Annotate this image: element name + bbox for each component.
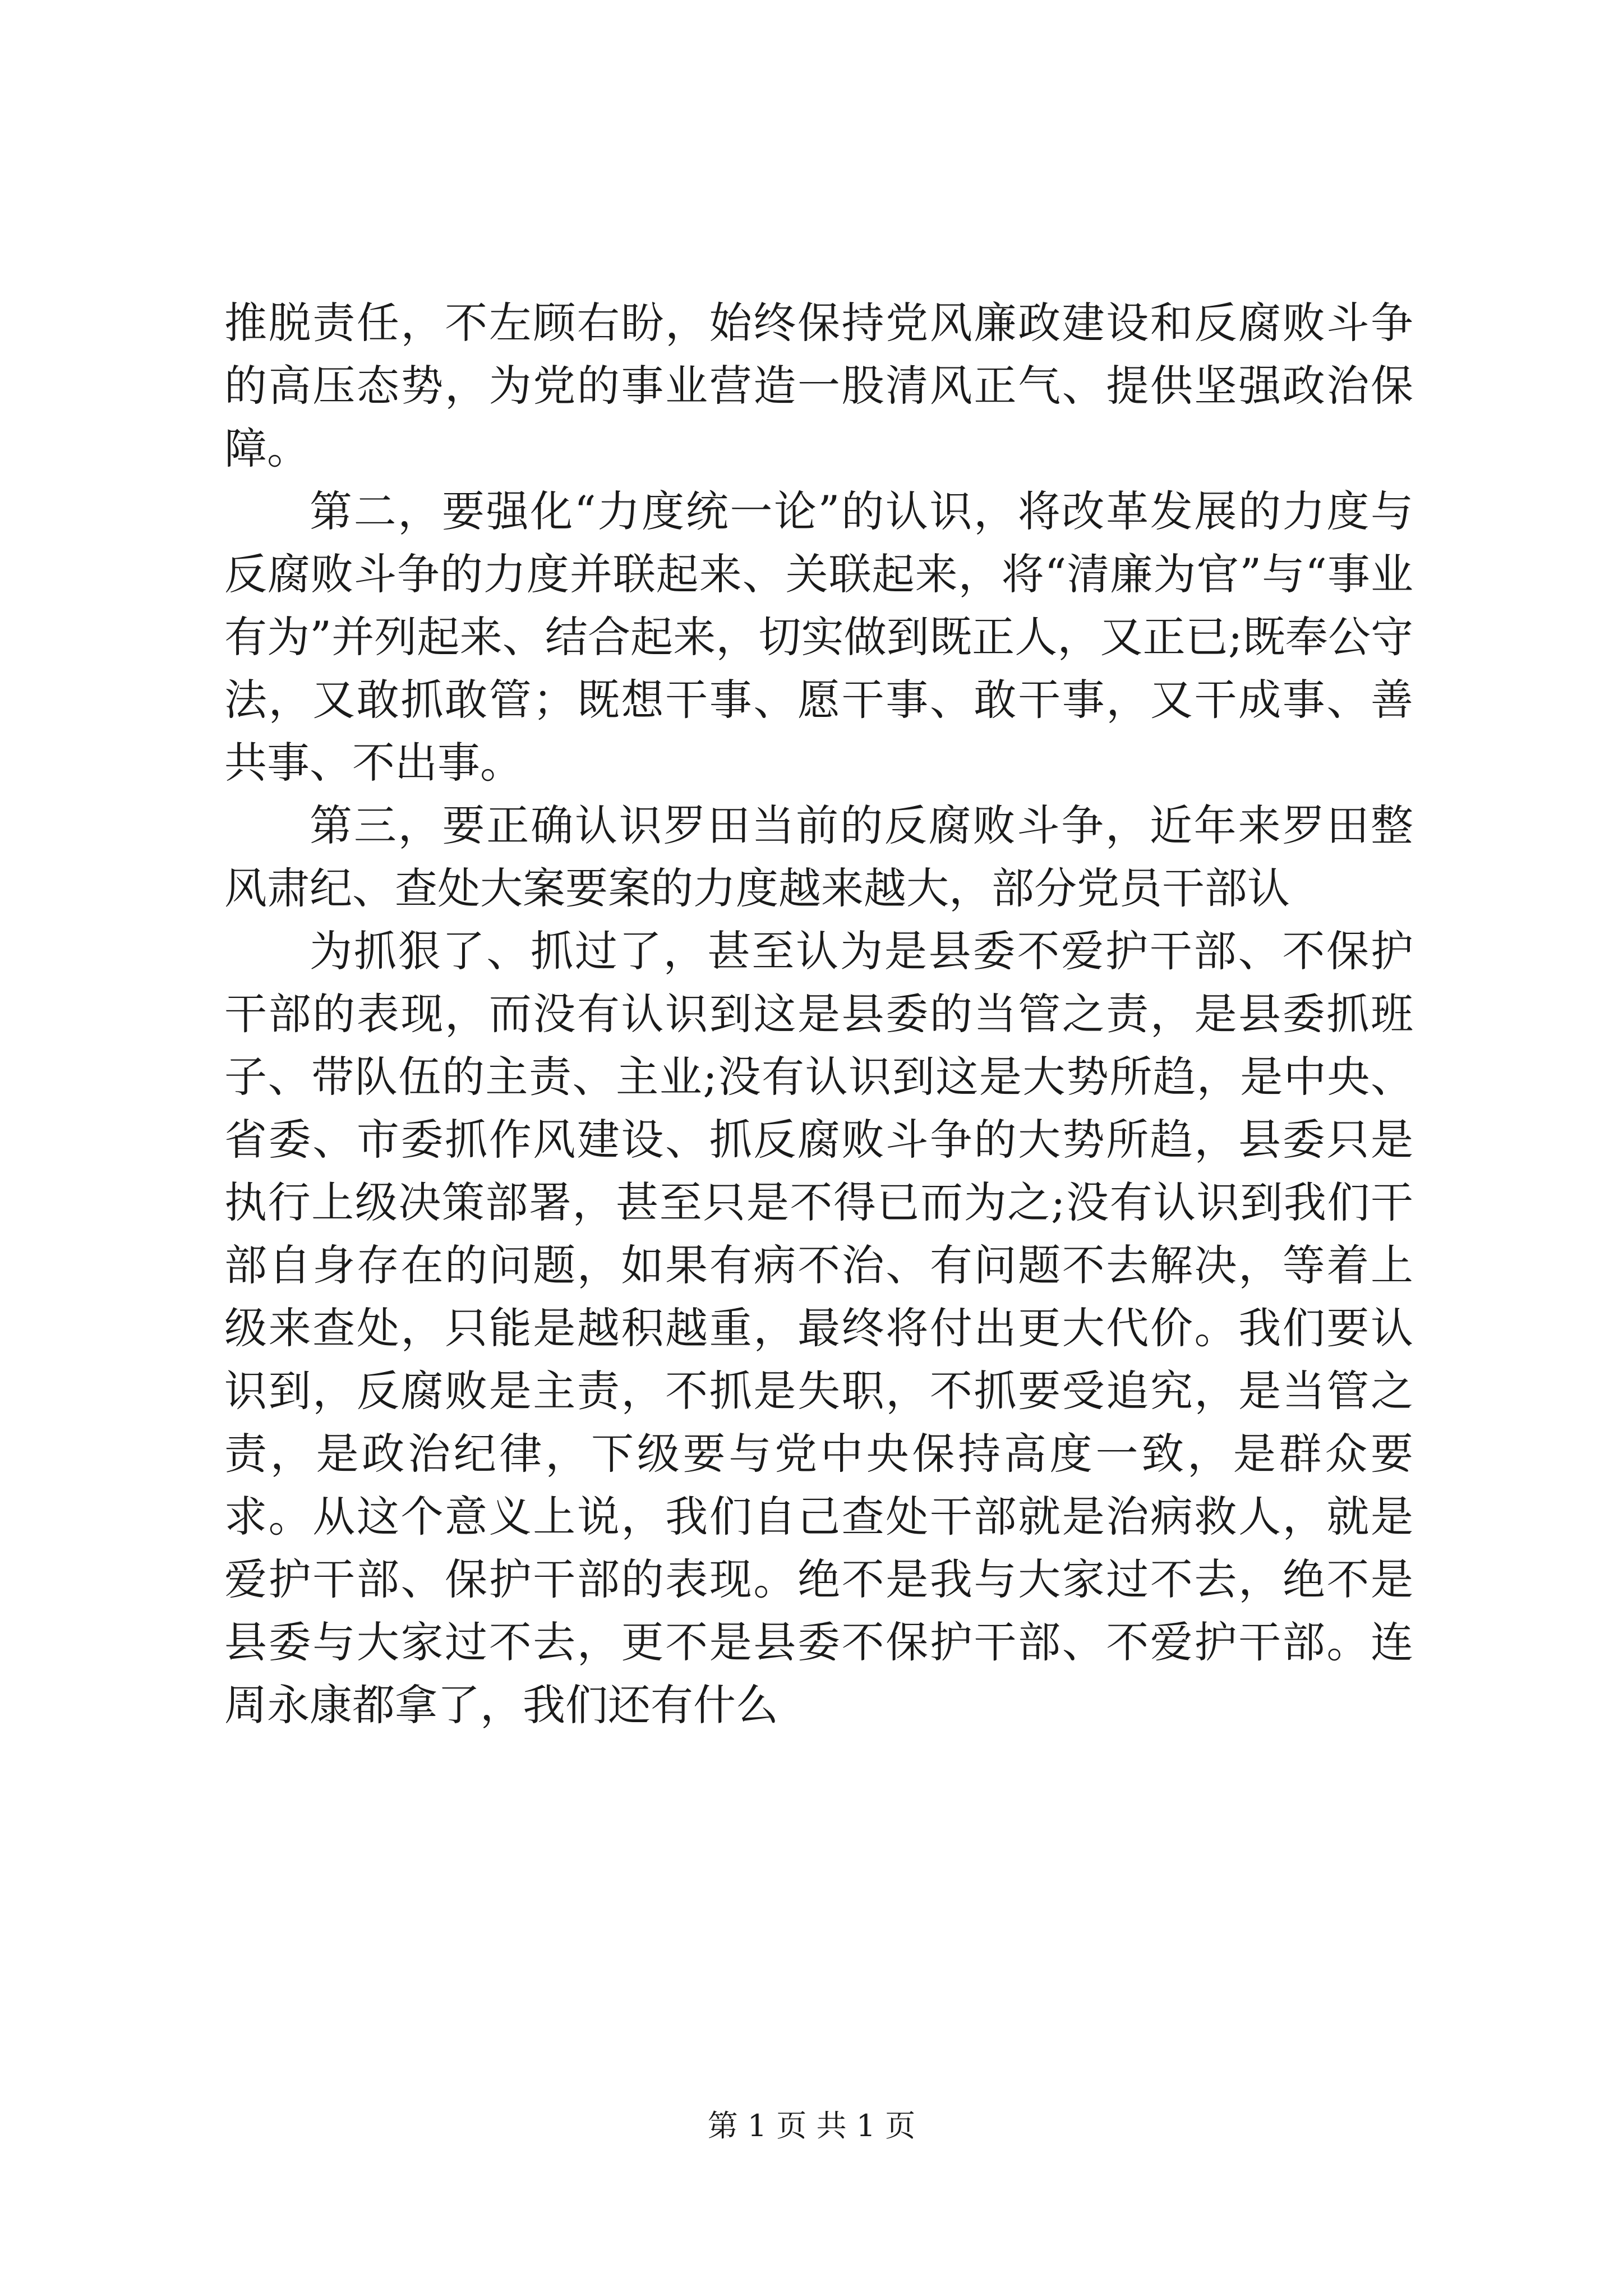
- page-footer: 第 1 页 共 1 页: [707, 2108, 916, 2143]
- paragraph-third-point: 第三，要正确认识罗田当前的反腐败斗争，近年来罗田整风肃纪、查处大案要案的力度越来越大，部分党员干部认: [224, 800, 1413, 913]
- paragraph-third-point-continued: 为抓狠了、抓过了，甚至认为是县委不爱护干部、不保护干部的表现，而没有认识到这是县委的当管之责，是县委抓班子、带队伍的主责、主业;没有认识到这是大势所趋，是中央、省委、市委抓作风建设、抓反腐败斗争的大势所趋，县委只是执行上级决策部署，甚至只是不得已而为之;没有认识到我们干部自身存在的问题，如果有病不治、有问题不去解决，等着上级来查处，只能是越积越重，最终将付出更大代价。我们要认识到，反腐败是主责，不抓是失职，不抓要受追究，是当管之责，是政治纪律，下级要与党中央保持高度一致，是群众要求。从这个意义上说，我们自己查处干部就是治病救人，就是爱护干部、保护干部的表现。绝不是我与大家过不去，绝不是县委与大家过不去，更不是县委不保护干部、不爱护干部。连周永康都拿了，我们还有什么: [224, 926, 1413, 1730]
- document-body: [224, 292, 1413, 1737]
- paragraph-continuation: 推脱责任，不左顾右盼，始终保持党风廉政建设和反腐败斗争的高压态势，为党的事业营造一股清风正气、提供坚强政治保障。: [224, 298, 1413, 473]
- paragraph-second-point: 第二，要强化“力度统一论”的认识，将改革发展的力度与反腐败斗争的力度并联起来、关联起来，将“清廉为官”与“事业有为”并列起来、结合起来，切实做到既正人，又正已;既奉公守法，又敢抓敢管；既想干事、愿干事、敢干事，又干成事、善共事、不出事。: [224, 486, 1413, 788]
